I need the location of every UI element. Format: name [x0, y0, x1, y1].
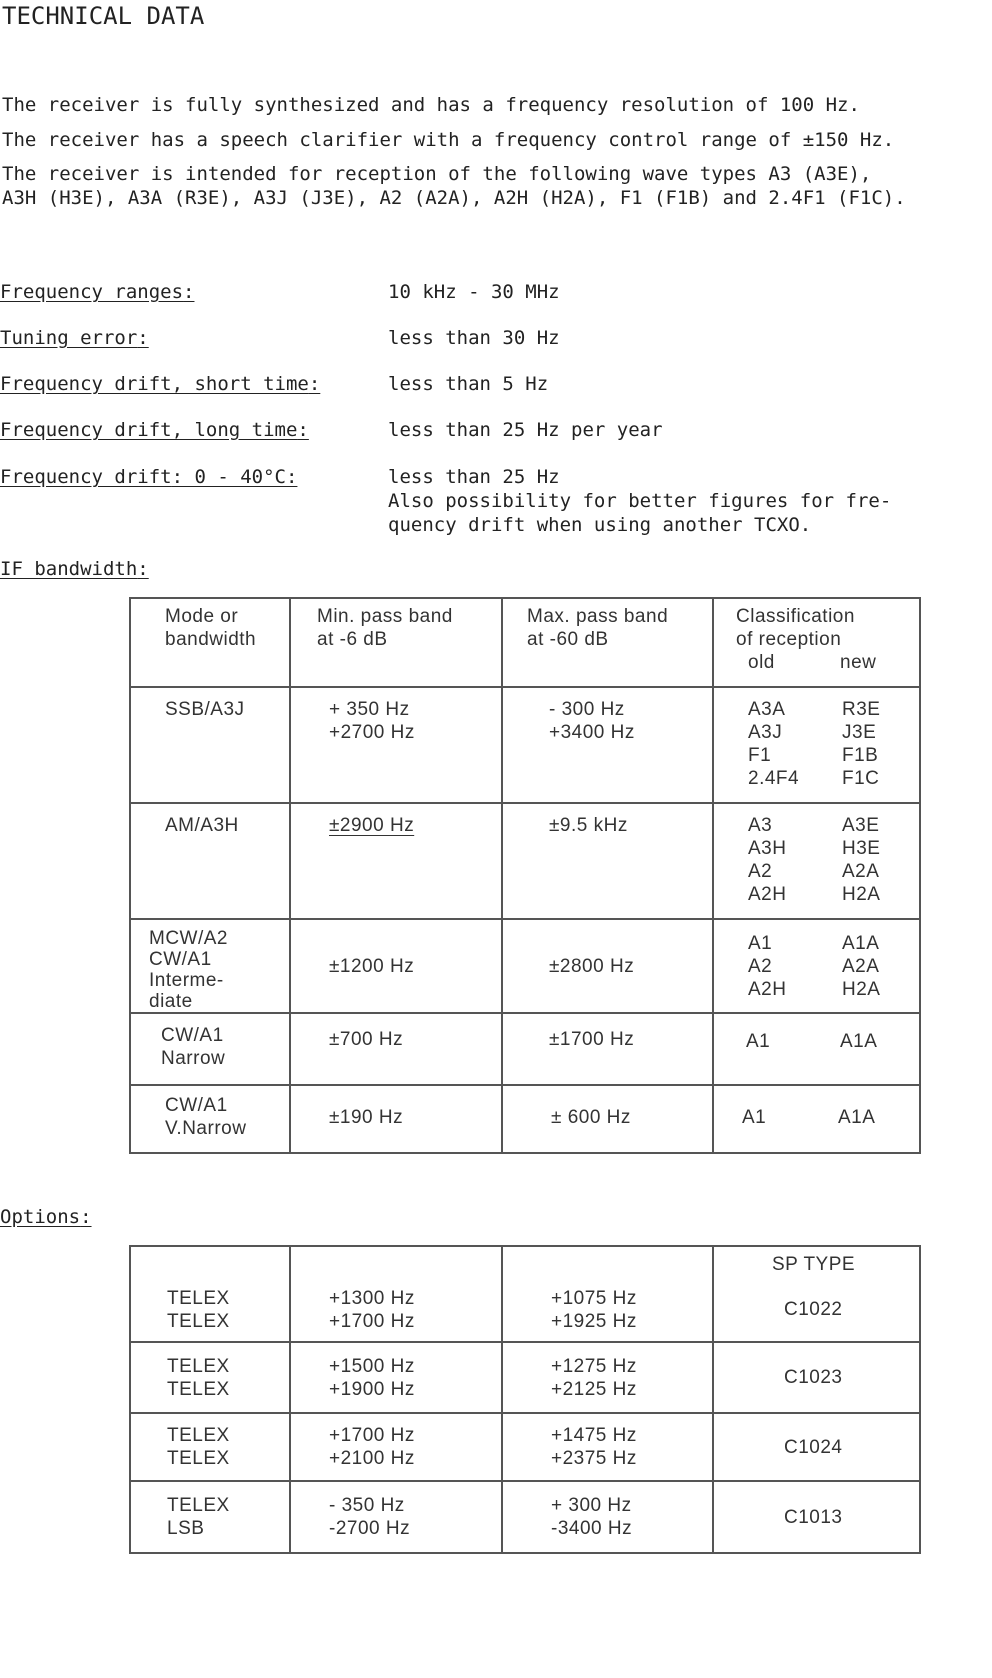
- cell-min: + 350 Hz +2700 Hz: [290, 687, 502, 803]
- cell-mode: TELEX TELEX: [130, 1342, 290, 1413]
- cell-min: ±1200 Hz: [290, 919, 502, 1013]
- spec-value-drift-short: less than 5 Hz: [388, 373, 549, 395]
- spec-label-tuning-error: Tuning error:: [0, 327, 149, 349]
- if-bandwidth-label: IF bandwidth:: [0, 558, 149, 580]
- intro-line-4: A3H (H3E), A3A (R3E), A3J (J3E), A2 (A2A), A2H (H2A), F1 (F1B) and 2.4F1 (F1C).: [2, 187, 906, 209]
- cell-mode: CW/A1 V.Narrow: [130, 1085, 290, 1153]
- cell-class: A1 A1A: [713, 1085, 920, 1153]
- header-min-pass: Min. pass band at -6 dB: [290, 598, 502, 687]
- cell-min: - 350 Hz -2700 Hz: [290, 1481, 502, 1553]
- cell-min: ±700 Hz: [290, 1013, 502, 1085]
- cell-mode: TELEX LSB: [130, 1481, 290, 1553]
- cell-max: - 300 Hz +3400 Hz: [502, 687, 713, 803]
- sp-type-header: SP TYPE: [772, 1254, 856, 1275]
- cell-sp-type: C1013: [713, 1481, 920, 1553]
- table-header-row: [130, 598, 920, 687]
- cell-mode: SSB/A3J: [130, 687, 290, 803]
- options-table: [129, 1245, 921, 1554]
- cell-max: +1475 Hz +2375 Hz: [502, 1413, 713, 1481]
- header-classification: Classification of reception old new: [713, 598, 920, 687]
- spec-label-drift-long: Frequency drift, long time:: [0, 419, 309, 441]
- header-class-old: old: [748, 652, 775, 673]
- cell-mode: AM/A3H: [130, 803, 290, 919]
- cell-max: ±9.5 kHz: [502, 803, 713, 919]
- cell-class: A1 A1A: [713, 1013, 920, 1085]
- cell-sp-type: C1023: [713, 1342, 920, 1413]
- cell-max: + 300 Hz -3400 Hz: [502, 1481, 713, 1553]
- header-class-new: new: [840, 652, 877, 673]
- cell-mode: CW/A1 Narrow: [130, 1013, 290, 1085]
- spec-label-frequency-ranges: Frequency ranges:: [0, 281, 195, 303]
- cell-min: +1700 Hz +2100 Hz: [290, 1413, 502, 1481]
- spec-value-tuning-error: less than 30 Hz: [388, 327, 560, 349]
- cell-class: A3 A3H A2 A2H A3E H3E A2A H2A: [713, 803, 920, 919]
- table-row: [130, 1481, 920, 1553]
- intro-line-3: The receiver is intended for reception of the following wave types A3 (A3E),: [2, 163, 872, 185]
- cell-max: ±1700 Hz: [502, 1013, 713, 1085]
- cell-mode: TELEX TELEX: [130, 1246, 290, 1342]
- cell-max: ± 600 Hz: [502, 1085, 713, 1153]
- cell-mode: TELEX TELEX: [130, 1413, 290, 1481]
- table-row: [130, 1085, 920, 1153]
- intro-line-1: The receiver is fully synthesized and has a frequency resolution of 100 Hz.: [2, 94, 860, 116]
- header-max-pass: Max. pass band at -60 dB: [502, 598, 713, 687]
- cell-max: +1075 Hz +1925 Hz: [502, 1246, 713, 1342]
- spec-value-drift-temperature: less than 25 Hz Also possibility for better figures for fre- quency drift when using another TCXO.: [388, 466, 892, 536]
- cell-class: A1 A2 A2H A1A A2A H2A: [713, 919, 920, 1013]
- cell-class: A3A A3J F1 2.4F4 R3E J3E F1B F1C: [713, 687, 920, 803]
- spec-label-drift-short: Frequency drift, short time:: [0, 373, 321, 395]
- intro-line-2: The receiver has a speech clarifier with a frequency control range of ±150 Hz.: [2, 129, 895, 151]
- cell-sp-type: SP TYPE C1022: [713, 1246, 920, 1342]
- options-label: Options:: [0, 1206, 92, 1228]
- spec-value-frequency-ranges: 10 kHz - 30 MHz: [388, 281, 560, 303]
- cell-sp-type: C1024: [713, 1413, 920, 1481]
- cell-max: +1275 Hz +2125 Hz: [502, 1342, 713, 1413]
- cell-mode: MCW/A2 CW/A1 Interme- diate: [130, 919, 290, 1013]
- cell-min: +1500 Hz +1900 Hz: [290, 1342, 502, 1413]
- table-row: [130, 919, 920, 1013]
- cell-min: ±2900 Hz: [290, 803, 502, 919]
- table-row: [130, 1013, 920, 1085]
- header-mode: Mode or bandwidth: [130, 598, 290, 687]
- table-row: [130, 687, 920, 803]
- table-row: [130, 1246, 920, 1342]
- spec-label-drift-temperature: Frequency drift: 0 - 40°C:: [0, 466, 298, 488]
- table-row: [130, 1342, 920, 1413]
- table-row: [130, 1413, 920, 1481]
- cell-min: +1300 Hz +1700 Hz: [290, 1246, 502, 1342]
- table-row: [130, 803, 920, 919]
- if-bandwidth-table: [129, 597, 921, 1154]
- spec-value-drift-long: less than 25 Hz per year: [388, 419, 663, 441]
- page-title: TECHNICAL DATA: [2, 2, 205, 30]
- cell-max: ±2800 Hz: [502, 919, 713, 1013]
- cell-min: ±190 Hz: [290, 1085, 502, 1153]
